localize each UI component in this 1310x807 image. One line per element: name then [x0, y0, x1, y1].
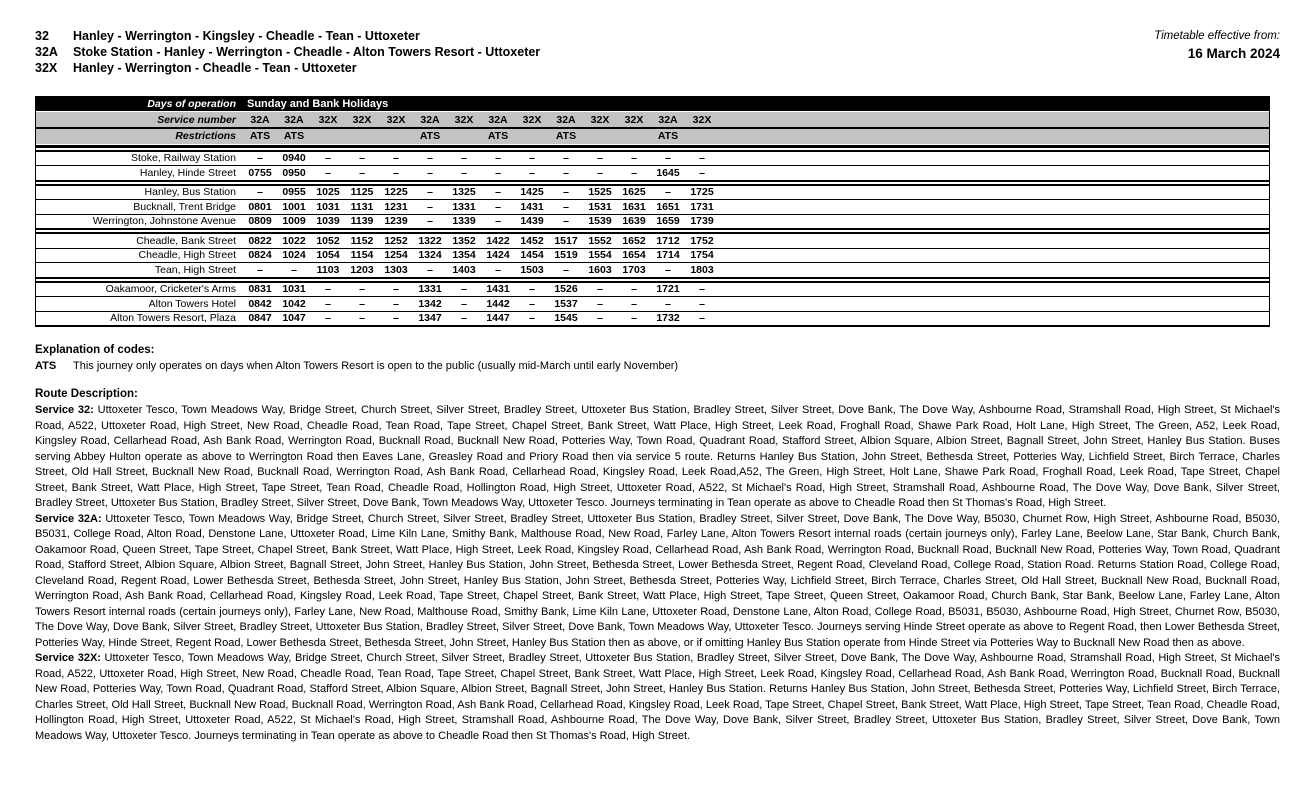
time-cell: –: [427, 152, 433, 165]
time-cell: 0940: [282, 152, 306, 165]
time-cell: 1254: [384, 249, 408, 262]
time-cell: 1239: [384, 215, 408, 228]
timetable-group: [36, 184, 1269, 231]
time-cell: 1526: [554, 283, 578, 296]
time-cell: 1425: [520, 186, 544, 199]
time-cell: –: [631, 283, 637, 296]
time-cell: –: [257, 263, 263, 276]
time-cell: 0831: [248, 283, 272, 296]
time-cell: 0809: [248, 215, 272, 228]
time-cell: 1659: [656, 215, 680, 228]
service-32x-label: Service 32X:: [35, 652, 101, 664]
time-cell: –: [257, 152, 263, 165]
restriction-cell: ATS: [555, 130, 577, 142]
time-cell: 0822: [248, 234, 272, 247]
service-32x-text: Uttoxeter Tesco, Town Meadows Way, Bridge Street, Church Street, Silver Street, Bradley Street, Uttoxeter Bus Station, Bradley Street, Silver Street, Dove Bank, The Dove Way, Ashbourne Road, Stramshall Road, High Street, St Michael's Road, A522, Uttoxeter Road, High Street, New Road, Cheadle Road, Tean Road, Tape Street, Chapel Street, Bank Street, Watt Place, High Street, Leek Road, Kingsley Road, Cellarhead Road, Ash Bank Road, Werrington Road, Bucknall Road, Bucknall New Road, Potteries Way, Town Road, Quadrant Road, Stafford Street, Albion Square, Albion Street, Bagnall Street, John Street, Hanley Bus Station. Returns Hanley Bus Station, John Street, Bethesda Street, Potteries Way, Lichfield Street, Birch Terrace, Charles Street, Old Hall Street, Bucknall New Road, Bucknall Road, Werrington Road, Ash Bank Road, Cellarhead Road, Kingsley Road, Leek Road, Tape Street, Chapel Street, Bank Street, Watt Place, High Street, Tape Street, Tean Road, Cheadle Road, Hollington Road, High Street, Uttoxeter Road, A522, St Michael's Road, High Street, Stramshall Road, Ashbourne Road, The Dove Way, Dove Bank, Silver Street, Bradley Street, Uttoxeter Bus Station, Bradley Street, Silver Street, Dove Bank, Town Meadows Way, Uttoxeter Tesco. Journeys terminating in Tean operate as above to Cheadle Road then St Thomas's Road, High Street.: [35, 652, 1281, 742]
table-row: [36, 296, 1269, 311]
time-cell: –: [257, 186, 263, 199]
time-cell: 0955: [282, 186, 306, 199]
restriction-cell: ATS: [657, 130, 679, 142]
time-cell: 0842: [248, 297, 272, 310]
time-cell: 1645: [656, 166, 680, 179]
time-cell: –: [563, 263, 569, 276]
time-cell: –: [631, 152, 637, 165]
time-cell: 1131: [350, 200, 374, 213]
route-description-32a: [35, 512, 1280, 652]
time-cell: 1714: [656, 249, 680, 262]
service-number-cell: 32A: [658, 113, 678, 126]
time-cell: –: [563, 186, 569, 199]
service-number-cell: 32A: [250, 113, 270, 126]
time-cell: 1331: [452, 200, 476, 213]
time-cell: –: [563, 152, 569, 165]
time-cell: –: [699, 283, 705, 296]
time-cell: –: [699, 297, 705, 310]
time-cell: 1125: [350, 186, 374, 199]
service-32a-label: Service 32A:: [35, 512, 102, 525]
time-cell: –: [563, 200, 569, 213]
time-cell: –: [461, 152, 467, 165]
time-cell: 1354: [452, 249, 476, 262]
time-cell: 1545: [554, 312, 578, 325]
time-cell: –: [325, 283, 331, 296]
route-title: Hanley - Werrington - Kingsley - Cheadle - Tean - Uttoxeter: [73, 29, 420, 43]
time-cell: 1739: [690, 215, 714, 228]
time-cell: 1025: [316, 186, 340, 199]
codes-heading: Explanation of codes:: [35, 344, 155, 356]
time-cell: 1703: [622, 263, 646, 276]
timetable-group: [36, 281, 1269, 328]
time-cell: –: [529, 312, 535, 325]
time-cell: 1424: [486, 249, 510, 262]
time-cell: 1154: [350, 249, 374, 262]
effective-date-value: 16 March 2024: [1187, 46, 1280, 61]
time-cell: 1031: [316, 200, 340, 213]
time-cell: 1231: [384, 200, 408, 213]
time-cell: –: [427, 166, 433, 179]
time-cell: –: [631, 297, 637, 310]
time-cell: –: [393, 312, 399, 325]
stop-name-cell: Stoke, Railway Station: [130, 152, 236, 165]
route-title: Stoke Station - Hanley - Werrington - Cheadle - Alton Towers Resort - Uttoxeter: [73, 45, 541, 59]
time-cell: 1347: [418, 312, 442, 325]
time-cell: 1517: [554, 234, 578, 247]
time-cell: –: [325, 312, 331, 325]
time-cell: 1651: [656, 200, 680, 213]
time-cell: –: [427, 263, 433, 276]
route-line-32: [35, 28, 540, 44]
time-cell: –: [597, 312, 603, 325]
stop-name-cell: Cheadle, Bank Street: [136, 234, 236, 247]
time-cell: –: [495, 263, 501, 276]
time-cell: 1047: [282, 312, 306, 325]
time-cell: –: [665, 152, 671, 165]
days-of-operation-row: [36, 96, 1269, 111]
route-code: 32X: [35, 61, 58, 75]
codes-section: [35, 344, 1280, 372]
restrictions-label: Restrictions: [175, 130, 236, 142]
time-cell: 1103: [316, 263, 340, 276]
table-row: [36, 199, 1269, 214]
timetable: [35, 96, 1270, 327]
service-number-label: Service number: [157, 113, 236, 126]
time-cell: 0847: [248, 312, 272, 325]
time-cell: –: [699, 152, 705, 165]
stop-name-cell: Werrington, Johnstone Avenue: [92, 215, 236, 228]
code-item-ats: [35, 360, 1280, 372]
time-cell: 1452: [520, 234, 544, 247]
time-cell: –: [393, 166, 399, 179]
time-cell: –: [665, 186, 671, 199]
time-cell: –: [325, 166, 331, 179]
service-number-cell: 32X: [386, 113, 406, 126]
time-cell: –: [529, 297, 535, 310]
service-number-cell: 32X: [352, 113, 372, 126]
effective-date-block: [1154, 28, 1280, 61]
time-cell: –: [393, 283, 399, 296]
time-cell: 1603: [588, 263, 612, 276]
time-cell: 1552: [588, 234, 612, 247]
route-description-heading: Route Description:: [35, 388, 138, 400]
service-number-cell: 32A: [420, 113, 440, 126]
time-cell: 1039: [316, 215, 340, 228]
time-cell: –: [665, 263, 671, 276]
service-number-cell: 32X: [624, 113, 644, 126]
stop-name-cell: Cheadle, High Street: [138, 249, 236, 262]
time-cell: –: [325, 297, 331, 310]
time-cell: –: [359, 297, 365, 310]
time-cell: –: [461, 283, 467, 296]
time-cell: 1339: [452, 215, 476, 228]
time-cell: 0755: [248, 166, 272, 179]
time-cell: –: [495, 186, 501, 199]
code-text: This journey only operates on days when Alton Towers Resort is open to the public (usually mid-March until early November): [73, 360, 679, 372]
time-cell: 1754: [690, 249, 714, 262]
time-cell: –: [461, 166, 467, 179]
days-of-operation-label: Days of operation: [147, 97, 236, 110]
time-cell: 0824: [248, 249, 272, 262]
time-cell: 1539: [588, 215, 612, 228]
service-32-text: Uttoxeter Tesco, Town Meadows Way, Bridge Street, Church Street, Silver Street, Bradley Street, Uttoxeter Bus Station, Bradley Street, Silver Street, Dove Bank, The Dove Way, Ashbourne Road, Stramshall Road, High Street, St Michael's Road, A522, Uttoxeter Road, High Street, New Road, Cheadle Road, Tean Road, Tape Street, Chapel Street, Bank Street, Watt Place, High Street, Leek Road, Froghall Road, Shawe Park Road, Holt Lane, High Street, The Green, A52, Leek Road, Kingsley Road, Cellarhead Road, Ash Bank Road, Werrington Road, Bucknall Road, Bucknall New Road, Potteries Way, Town Road, Quadrant Road, Stafford Street, Albion Square, Albion Street, Bagnall Street, John Street, Hanley Bus Station. Buses serving Abbey Hulton operate as above to Werrington Road then Eaves Lane, Greasley Road and Priory Road then via service 5 route. Returns Hanley Bus Station, John Street, Bethesda Street, Potteries Way, Lichfield Street, Birch Terrace, Charles Street, Old Hall Street, Bucknall New Road, Bucknall Road, Werrington Road, Ash Bank Road, Cellarhead Road, Kingsley Road, Leek Road,A52, The Green, High Street, Holt Lane, Shawe Park Road, Froghall Road, Leek Road, Tape Street, Chapel Street, Bank Street, Watt Place, High Street, Tape Street, Tean Road, Cheadle Road, Hollington Road, High Street, Uttoxeter Road, A522, St Michael's Road, High Street, Stramshall Road, Ashbourne Road, The Dove Way, Dove Bank, Silver Street, Bradley Street, Uttoxeter Bus Station, Bradley Street, Silver Street, Dove Bank, Town Meadows Way, Uttoxeter Tesco. Journeys terminating in Tean operate as above to Cheadle Road then St Thomas's Road, High Street.: [35, 404, 1280, 509]
time-cell: 1454: [520, 249, 544, 262]
stop-name-cell: Hanley, Bus Station: [144, 186, 236, 199]
service-32-label: Service 32:: [35, 404, 94, 416]
time-cell: –: [427, 200, 433, 213]
time-cell: –: [665, 297, 671, 310]
time-cell: 1152: [350, 234, 374, 247]
time-cell: –: [427, 186, 433, 199]
stop-name-cell: Bucknall, Trent Bridge: [133, 200, 236, 213]
route-code: 32A: [35, 45, 58, 59]
service-number-cell: 32A: [488, 113, 508, 126]
time-cell: –: [393, 152, 399, 165]
timetable-group: [36, 150, 1269, 182]
stop-name-cell: Hanley, Hinde Street: [139, 166, 236, 179]
restriction-cell: ATS: [487, 130, 509, 142]
time-cell: 0950: [282, 166, 306, 179]
stop-name-cell: Alton Towers Resort, Plaza: [110, 312, 236, 325]
table-row: [36, 311, 1269, 326]
code-label: ATS: [35, 360, 57, 372]
table-row: [36, 234, 1269, 248]
time-cell: –: [393, 297, 399, 310]
time-cell: –: [495, 200, 501, 213]
service-number-cell: 32X: [692, 113, 712, 126]
route-list: [35, 28, 540, 76]
service-number-cell: 32X: [522, 113, 542, 126]
restriction-cell: ATS: [283, 130, 305, 142]
timetable-document: [35, 0, 1280, 744]
time-cell: 1331: [418, 283, 442, 296]
time-cell: 1721: [656, 283, 680, 296]
time-cell: 1324: [418, 249, 442, 262]
route-code: 32: [35, 29, 49, 43]
table-row: [36, 248, 1269, 263]
time-cell: 1554: [588, 249, 612, 262]
time-cell: 1303: [384, 263, 408, 276]
time-cell: 1322: [418, 234, 442, 247]
days-of-operation-value: Sunday and Bank Holidays: [247, 97, 389, 110]
time-cell: 1752: [690, 234, 714, 247]
service-number-cell: 32X: [454, 113, 474, 126]
stop-name-cell: Oakamoor, Cricketer's Arms: [105, 283, 236, 296]
time-cell: –: [325, 152, 331, 165]
time-cell: 1001: [282, 200, 306, 213]
time-cell: 1203: [350, 263, 374, 276]
route-description-32: [35, 403, 1280, 512]
restriction-cell: ATS: [249, 130, 271, 142]
time-cell: 1439: [520, 215, 544, 228]
time-cell: –: [699, 312, 705, 325]
time-cell: 1024: [282, 249, 306, 262]
table-row: [36, 214, 1269, 229]
time-cell: 1052: [316, 234, 340, 247]
time-cell: 1009: [282, 215, 306, 228]
time-cell: –: [631, 312, 637, 325]
time-cell: 1712: [656, 234, 680, 247]
time-cell: –: [427, 215, 433, 228]
service-number-cell: 32X: [318, 113, 338, 126]
time-cell: –: [461, 312, 467, 325]
table-row: [36, 152, 1269, 166]
time-cell: 1342: [418, 297, 442, 310]
time-cell: 1054: [316, 249, 340, 262]
service-number-cell: 32A: [284, 113, 304, 126]
document-header: [35, 28, 1280, 76]
time-cell: 1732: [656, 312, 680, 325]
time-cell: 1519: [554, 249, 578, 262]
timetable-body: [36, 150, 1269, 328]
time-cell: –: [597, 152, 603, 165]
time-cell: –: [359, 312, 365, 325]
route-description-section: [35, 388, 1280, 744]
time-cell: –: [631, 166, 637, 179]
time-cell: 1537: [554, 297, 578, 310]
time-cell: 1422: [486, 234, 510, 247]
time-cell: 1625: [622, 186, 646, 199]
time-cell: 1431: [520, 200, 544, 213]
route-line-32x: [35, 60, 540, 76]
time-cell: –: [495, 152, 501, 165]
time-cell: 1731: [690, 200, 714, 213]
time-cell: –: [359, 152, 365, 165]
time-cell: –: [291, 263, 297, 276]
time-cell: –: [563, 215, 569, 228]
time-cell: 1639: [622, 215, 646, 228]
time-cell: –: [359, 283, 365, 296]
time-cell: –: [529, 166, 535, 179]
service-32a-text: Uttoxeter Tesco, Town Meadows Way, Bridge Street, Church Street, Silver Street, Bradley Street, Uttoxeter Bus Station, Bradley Street, Silver Street, Dove Bank, The Dove Way, B5030, Churnet Row, High Street, Ashbourne Road, B5030, B5031, College Road, Alton Road, Denstone Lane, Uttoxeter Road, Lime Kiln Lane, Smithy Bank, Malthouse Road, New Road, Farley Lane, Alton Towers Resort internal roads (certain journeys only), Farley Lane, Beelow Lane, Star Bank, Church Bank, Oakamoor Road, Queen Street, Tape Street, Chapel Street, Bank Street, Watt Place, High Street, Leek Road, Kingsley Road, Cellarhead Road, Ash Bank Road, Werrington Road, Bucknall Road, Bucknall New Road, Potteries Way, Town Road, Quadrant Road, Stafford Street, Albion Square, Albion Street, Bagnall Street, John Street, Hanley Bus Station, John Street, Bethesda Street, Lower Bethesda Street, Regent Road, Cleveland Road, College Road, Station Road. Returns Station Road, College Road, Cleveland Road, Regent Road, Lower Bethesda Street, Bethesda Street, John Street, Hanley Bus Station, John Street, Bethesda Street, Potteries Way, Lichfield Street, Birch Terrace, Charles Street, Old Hall Street, Bucknall New Road, Bucknall Road, Werrington Road, Ash Bank Road, Cellarhead Road, Kingsley Road, Leek Road, Tape Street, Chapel Street, Bank Street, Watt Place, High Street, Tape Street, Queen Street, Oakamoor Road, Church Bank, Star Bank, Beelow Lane, Farley Lane, Alton Towers Resort internal roads (certain journeys only), Farley Lane, New Road, Malthouse Road, Smithy Bank, Lime Kiln Lane, Uttoxeter Road, Denstone Lane, Alton Road, College Road, B5031, B5030, Ashbourne Road, High Street, Churnet Row, B5030, The Dove Way, Dove Bank, Silver Street, Bradley Street, Uttoxeter Bus Station, Bradley Street, Silver Street, Dove Bank, Town Meadows Way, Uttoxeter Tesco. Journeys serving Hinde Street operate as above to Regent Road, then Lower Bethesda Street, Potteries Way, Hinde Street, Regent Road, Lower Bethesda Street, Bethesda Street, John Street, Hanley Bus Station then as above, or if omitting Hanley Bus Station operate from Hinde Street via Potteries Way to Bucknall New Road then as above.: [35, 512, 1280, 649]
time-cell: 1352: [452, 234, 476, 247]
time-cell: 1503: [520, 263, 544, 276]
time-cell: –: [597, 297, 603, 310]
time-cell: 1631: [622, 200, 646, 213]
time-cell: 1725: [690, 186, 714, 199]
time-cell: –: [529, 283, 535, 296]
time-cell: 1652: [622, 234, 646, 247]
header-bottom-bar: [36, 145, 1269, 148]
time-cell: –: [597, 166, 603, 179]
restriction-cell: ATS: [419, 130, 441, 142]
time-cell: 1431: [486, 283, 510, 296]
route-description-32x: [35, 651, 1280, 744]
timetable-group: [36, 232, 1269, 279]
time-cell: 1531: [588, 200, 612, 213]
time-cell: 1447: [486, 312, 510, 325]
time-cell: 1042: [282, 297, 306, 310]
time-cell: –: [699, 166, 705, 179]
stop-name-cell: Tean, High Street: [154, 263, 236, 276]
time-cell: 1225: [384, 186, 408, 199]
table-row: [36, 262, 1269, 277]
time-cell: 1803: [690, 263, 714, 276]
time-cell: 0801: [248, 200, 272, 213]
time-cell: 1525: [588, 186, 612, 199]
service-number-row: [36, 112, 1269, 127]
table-row: [36, 165, 1269, 180]
restrictions-row: [36, 129, 1269, 144]
time-cell: 1031: [282, 283, 306, 296]
route-title: Hanley - Werrington - Cheadle - Tean - Uttoxeter: [73, 61, 357, 75]
time-cell: –: [597, 283, 603, 296]
time-cell: –: [563, 166, 569, 179]
time-cell: –: [495, 215, 501, 228]
time-cell: –: [529, 152, 535, 165]
route-line-32a: [35, 44, 540, 60]
stop-name-cell: Alton Towers Hotel: [148, 297, 236, 310]
service-number-cell: 32A: [556, 113, 576, 126]
time-cell: 1325: [452, 186, 476, 199]
service-number-cell: 32X: [590, 113, 610, 126]
time-cell: 1442: [486, 297, 510, 310]
table-row: [36, 283, 1269, 297]
time-cell: 1654: [622, 249, 646, 262]
time-cell: 1252: [384, 234, 408, 247]
time-cell: –: [359, 166, 365, 179]
time-cell: 1139: [350, 215, 374, 228]
time-cell: –: [461, 297, 467, 310]
table-row: [36, 186, 1269, 200]
effective-date-label: Timetable effective from:: [1154, 30, 1280, 42]
time-cell: 1403: [452, 263, 476, 276]
time-cell: –: [495, 166, 501, 179]
time-cell: 1022: [282, 234, 306, 247]
